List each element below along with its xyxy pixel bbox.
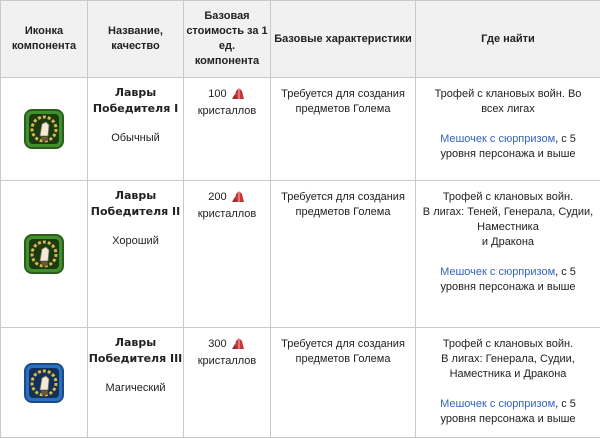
name-cell (88, 181, 184, 328)
where-text: В лигах: Теней, Генерала, Судии, Наместника (422, 205, 594, 235)
item-name: Лавры Победителя III (88, 335, 183, 367)
where-text: Трофей с клановых войн. (422, 337, 594, 352)
table-row (1, 78, 600, 181)
icon-cell (1, 328, 88, 438)
where-text: Трофей с клановых войн. Во всех лигах (422, 87, 594, 117)
cost-cell (184, 328, 271, 438)
cost-amount: 100 (208, 88, 226, 100)
laurel-wreath-fist-icon[interactable] (24, 109, 64, 149)
cost-amount: 300 (208, 338, 226, 350)
stats-cell: Требуется для создания предметов Голема (271, 181, 416, 328)
icon-cell (1, 78, 88, 181)
surprise-bag-link[interactable]: Мешочек с сюрпризом (440, 133, 555, 145)
item-quality: Обычный (88, 131, 183, 146)
header-where: Где найти (416, 1, 600, 78)
stats-cell: Требуется для создания предметов Голема (271, 328, 416, 438)
icon-cell (1, 181, 88, 328)
where-text: и Дракона (422, 235, 594, 250)
item-name: Лавры Победителя I (88, 85, 183, 117)
red-crystal-icon (232, 190, 246, 207)
where-text: В лигах: Генерала, Судии, Наместника и Дракона (422, 352, 594, 382)
laurel-wreath-fist-icon[interactable] (24, 234, 64, 274)
where-cell (416, 78, 600, 181)
name-cell (88, 328, 184, 438)
item-quality: Хороший (88, 234, 183, 249)
where-text: Трофей с клановых войн. (422, 190, 594, 205)
surprise-bag-link[interactable]: Мешочек с сюрпризом (440, 266, 555, 278)
item-name: Лавры Победителя II (88, 188, 183, 220)
where-suffix: , с 5 уровня персонажа и выше (440, 398, 575, 425)
cost-unit: кристаллов (184, 104, 270, 118)
table-row (1, 328, 600, 438)
header-stats: Базовые характеристики (271, 1, 416, 78)
where-suffix: , с 5 уровня персонажа и выше (440, 266, 575, 293)
laurel-wreath-fist-icon[interactable] (24, 363, 64, 403)
stats-cell: Требуется для создания предметов Голема (271, 78, 416, 181)
header-cost: Базовая стоимость за 1 ед. компонента (184, 1, 271, 78)
header-name: Название, качество (88, 1, 184, 78)
cost-cell (184, 181, 271, 328)
item-quality: Магический (88, 381, 183, 396)
red-crystal-icon (232, 337, 246, 354)
name-cell (88, 78, 184, 181)
cost-amount: 200 (208, 191, 226, 203)
cost-cell (184, 78, 271, 181)
table-row (1, 181, 600, 328)
surprise-bag-link[interactable]: Мешочек с сюрпризом (440, 398, 555, 410)
red-crystal-icon (232, 87, 246, 104)
cost-unit: кристаллов (184, 207, 270, 221)
where-cell (416, 181, 600, 328)
cost-unit: кристаллов (184, 354, 270, 368)
table-header-row (1, 1, 600, 78)
where-cell (416, 328, 600, 438)
where-suffix: , с 5 уровня персонажа и выше (440, 133, 575, 160)
header-icon: Иконка компонента (1, 1, 88, 78)
